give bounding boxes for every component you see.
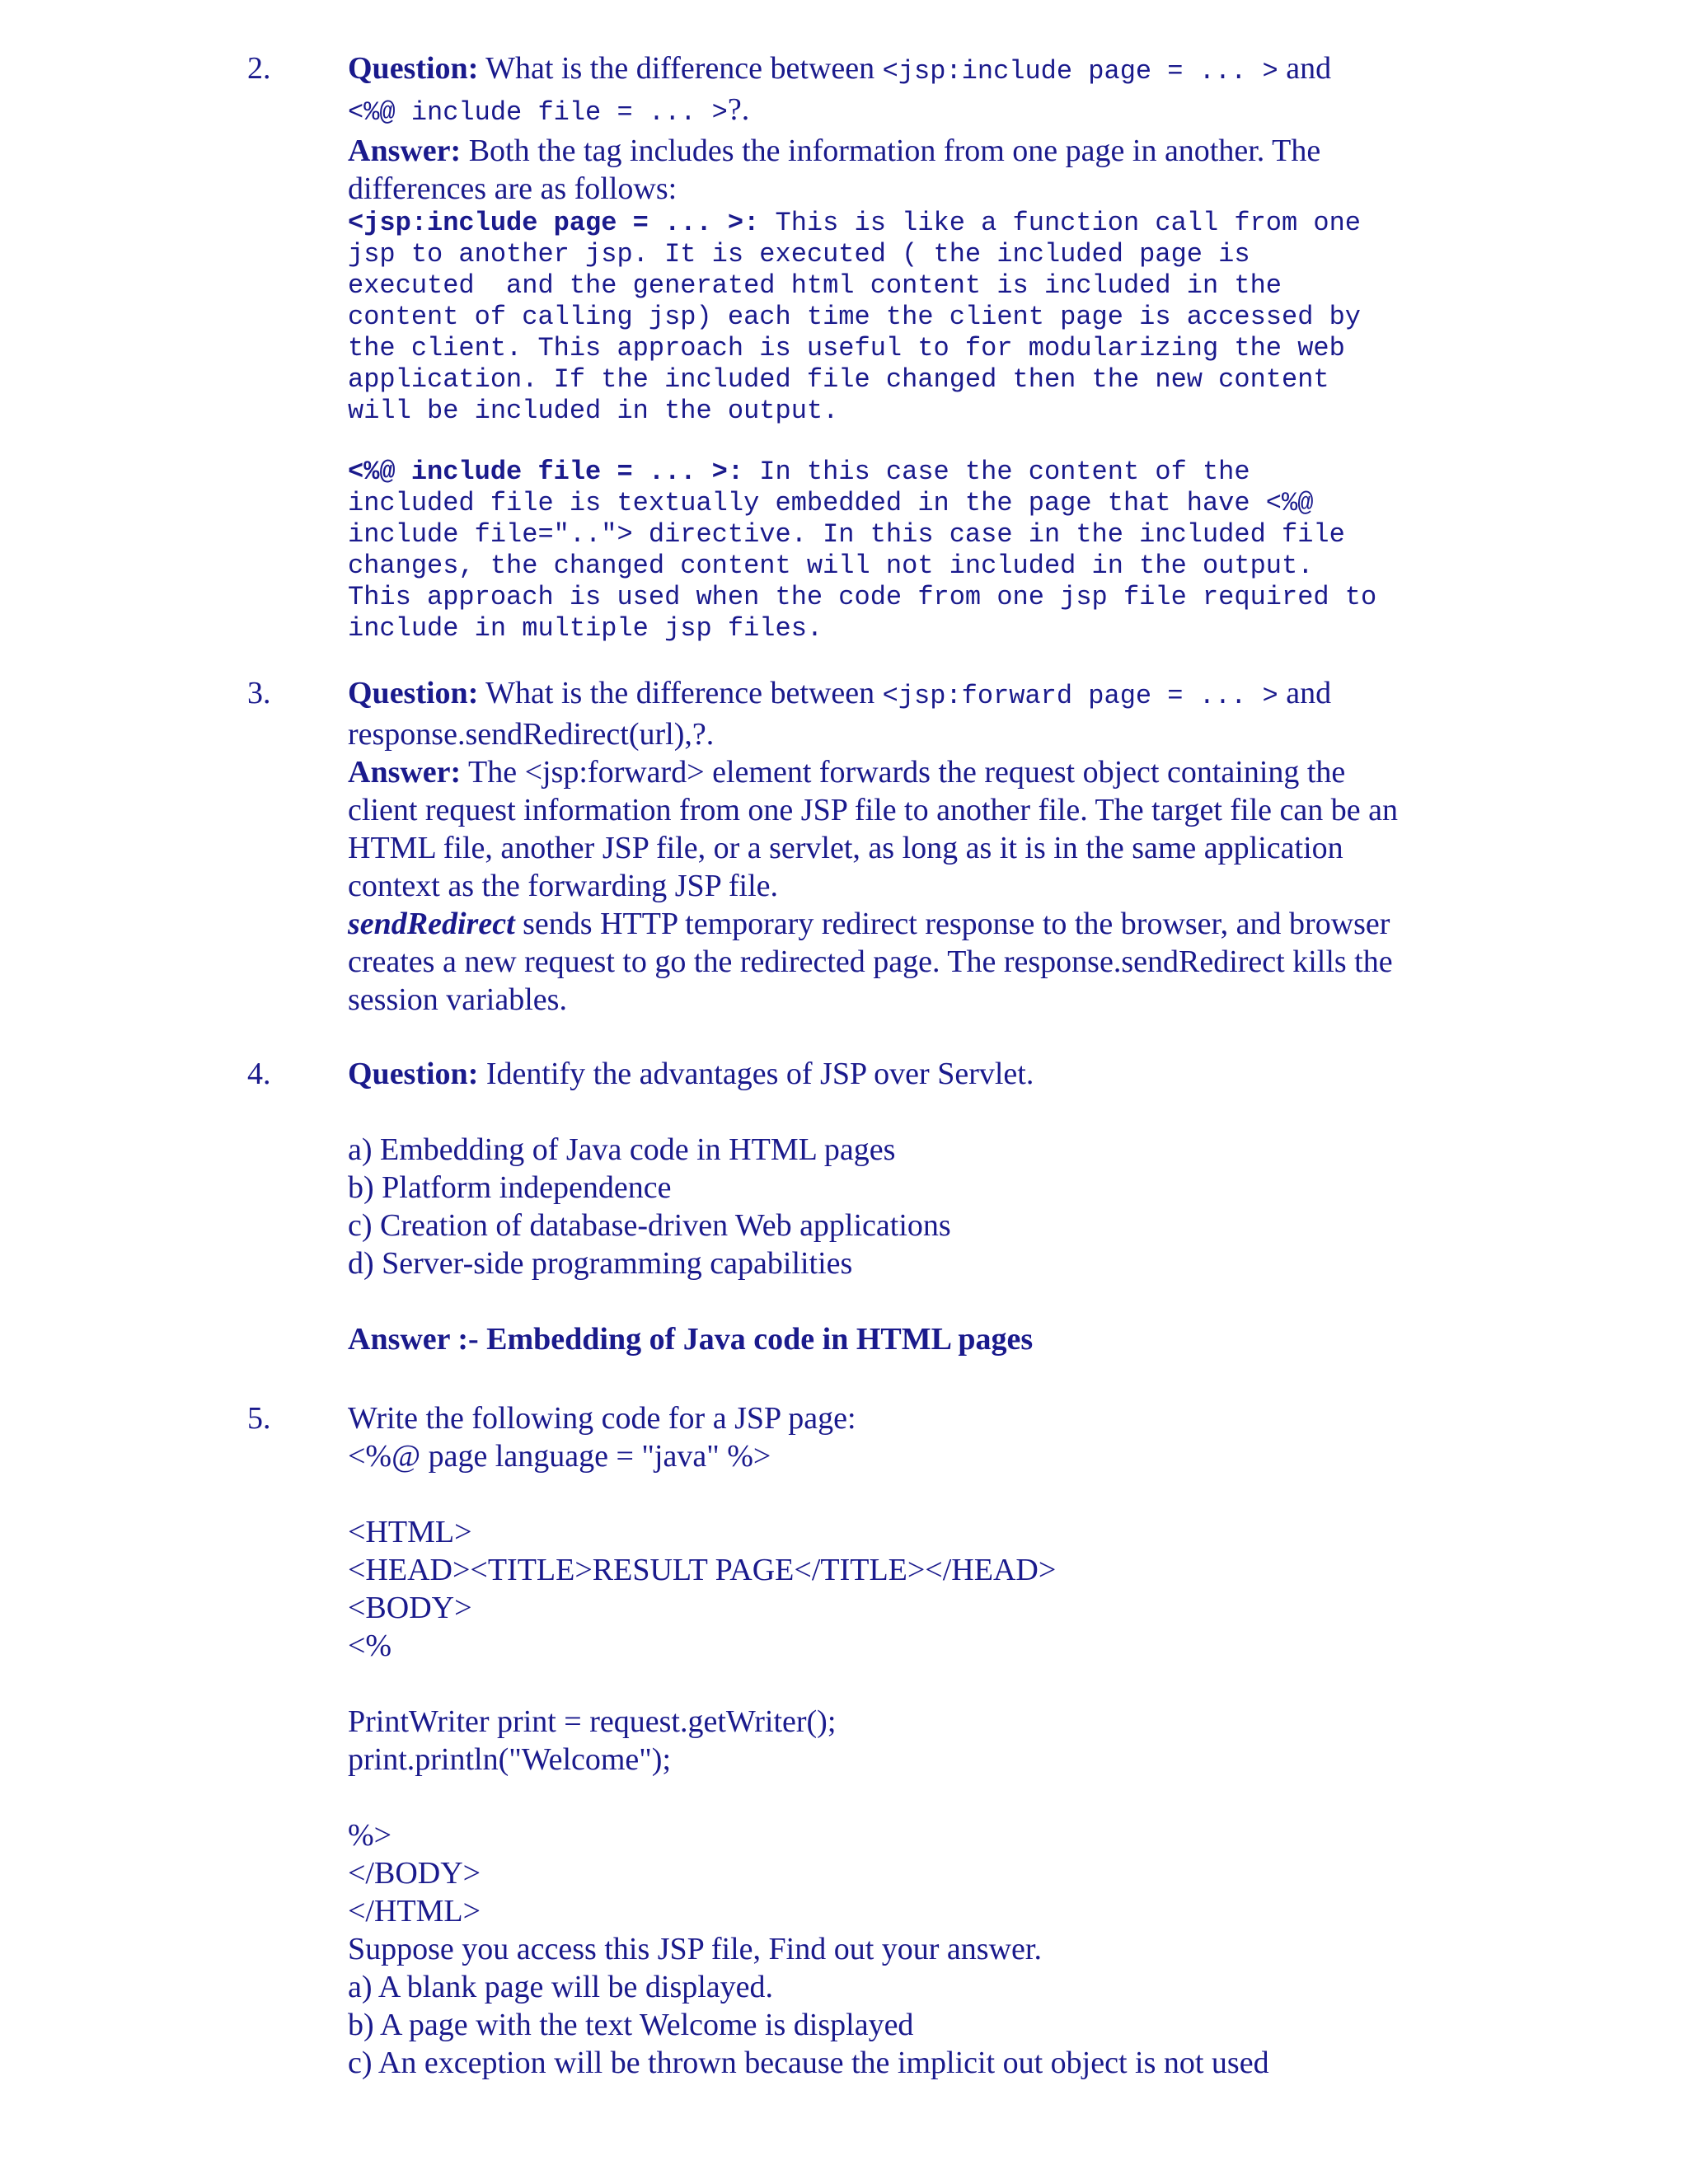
question-end: ?. xyxy=(727,92,750,127)
code-block-head: <%@ include file = ... >: xyxy=(348,457,744,487)
code-block-include-directive xyxy=(348,457,1451,644)
option-b: b) Platform independence xyxy=(348,1170,672,1205)
code-line: <%@ page language = "java" %> xyxy=(348,1439,771,1474)
question-line-2 xyxy=(348,91,1451,132)
question-code: <jsp:include page = ... > xyxy=(882,56,1278,87)
answer-line-4: context as the forwarding JSP file. xyxy=(348,869,779,903)
code-block-head: <jsp:include page = ... >: xyxy=(348,208,760,238)
code-line: <BODY> xyxy=(348,1591,472,1625)
code-line: %> xyxy=(348,1818,392,1853)
option-a: a) Embedding of Java code in HTML pages xyxy=(348,1132,896,1167)
question-line xyxy=(348,1055,1451,1093)
item-number: 4. xyxy=(247,1057,271,1091)
question-code: <jsp:forward page = ... > xyxy=(882,681,1278,711)
answer-text: Both the tag includes the information from one page in another. The xyxy=(461,134,1321,168)
option-c: c) Creation of database-driven Web applications xyxy=(348,1208,951,1243)
option-a: a) A blank page will be displayed. xyxy=(348,1970,774,2004)
code-line: This is like a function call from one xyxy=(759,208,1361,238)
code-line: the client. This approach is useful to for modularizing the web xyxy=(348,333,1345,363)
question-5 xyxy=(247,1399,1451,2082)
question-label: Question: xyxy=(348,1057,479,1091)
send-redirect-line-2: creates a new request to go the redirected page. The response.sendRedirect kills the xyxy=(348,944,1393,979)
answer-label: Answer: xyxy=(348,755,462,790)
code-line: This approach is used when the code from one jsp file required to xyxy=(348,582,1377,612)
question-text: What is the difference between xyxy=(478,676,883,710)
question-line-2: response.sendRedirect(url),?. xyxy=(348,717,715,752)
question-intro: Write the following code for a JSP page: xyxy=(348,1401,856,1436)
answer-label: Answer: xyxy=(348,134,462,168)
item-number: 3. xyxy=(247,676,271,710)
question-label: Question: xyxy=(348,676,479,710)
code-line: executed and the generated html content is included in the xyxy=(348,270,1282,301)
answer-line xyxy=(348,753,1451,791)
code-line: <% xyxy=(348,1629,392,1663)
send-redirect-label: sendRedirect xyxy=(348,907,515,941)
code-line: jsp to another jsp. It is executed ( the included page is xyxy=(348,239,1250,269)
code-block-jsp-include xyxy=(348,208,1451,427)
answer-line-2: differences are as follows: xyxy=(348,171,678,206)
code-line: <HEAD><TITLE>RESULT PAGE</TITLE></HEAD> xyxy=(348,1553,1057,1587)
question-and: and xyxy=(1278,676,1332,710)
question-3 xyxy=(247,674,1451,1019)
send-redirect-text: sends HTTP temporary redirect response to the browser, and browser xyxy=(514,907,1390,941)
code-line: </BODY> xyxy=(348,1856,481,1891)
question-line xyxy=(348,49,1451,91)
code-line: content of calling jsp) each time the client page is accessed by xyxy=(348,302,1361,332)
option-d: d) Server-side programming capabilities xyxy=(348,1246,853,1281)
question-line xyxy=(348,674,1451,715)
code-line: In this case the content of the xyxy=(743,457,1250,487)
code-line: will be included in the output. xyxy=(348,396,839,426)
question-prompt: Suppose you access this JSP file, Find out your answer. xyxy=(348,1932,1042,1966)
question-code: <%@ include file = ... > xyxy=(348,97,728,128)
code-line: included file is textually embedded in the page that have <%@ xyxy=(348,488,1314,518)
code-line: <HTML> xyxy=(348,1515,472,1549)
item-number: 5. xyxy=(247,1401,271,1436)
question-2 xyxy=(247,49,1451,644)
question-label: Question: xyxy=(348,51,479,86)
question-and: and xyxy=(1278,51,1332,86)
option-c: c) An exception will be thrown because the implicit out object is not used xyxy=(348,2046,1269,2080)
code-line: PrintWriter print = request.getWriter(); xyxy=(348,1704,837,1739)
send-redirect-line xyxy=(348,905,1451,943)
question-text: Identify the advantages of JSP over Servlet. xyxy=(478,1057,1034,1091)
code-line: include in multiple jsp files. xyxy=(348,613,823,644)
code-line: print.println("Welcome"); xyxy=(348,1742,672,1777)
answer-line-2: client request information from one JSP file to another file. The target file can be an xyxy=(348,793,1399,827)
code-line: </HTML> xyxy=(348,1894,481,1929)
answer-line xyxy=(348,132,1451,170)
code-line: include file=".."> directive. In this case in the included file xyxy=(348,519,1345,550)
send-redirect-line-3: session variables. xyxy=(348,982,567,1017)
item-number: 2. xyxy=(247,51,271,86)
question-4 xyxy=(247,1055,1451,1358)
question-text: What is the difference between xyxy=(478,51,883,86)
code-line: changes, the changed content will not included in the output. xyxy=(348,551,1314,581)
answer-line-3: HTML file, another JSP file, or a servlet, as long as it is in the same application xyxy=(348,831,1343,865)
answer-text: The <jsp:forward> element forwards the request object containing the xyxy=(461,755,1346,790)
code-line: application. If the included file changed then the new content xyxy=(348,364,1329,395)
answer-line: Answer :- Embedding of Java code in HTML pages xyxy=(348,1322,1034,1357)
option-b: b) A page with the text Welcome is displayed xyxy=(348,2008,914,2042)
